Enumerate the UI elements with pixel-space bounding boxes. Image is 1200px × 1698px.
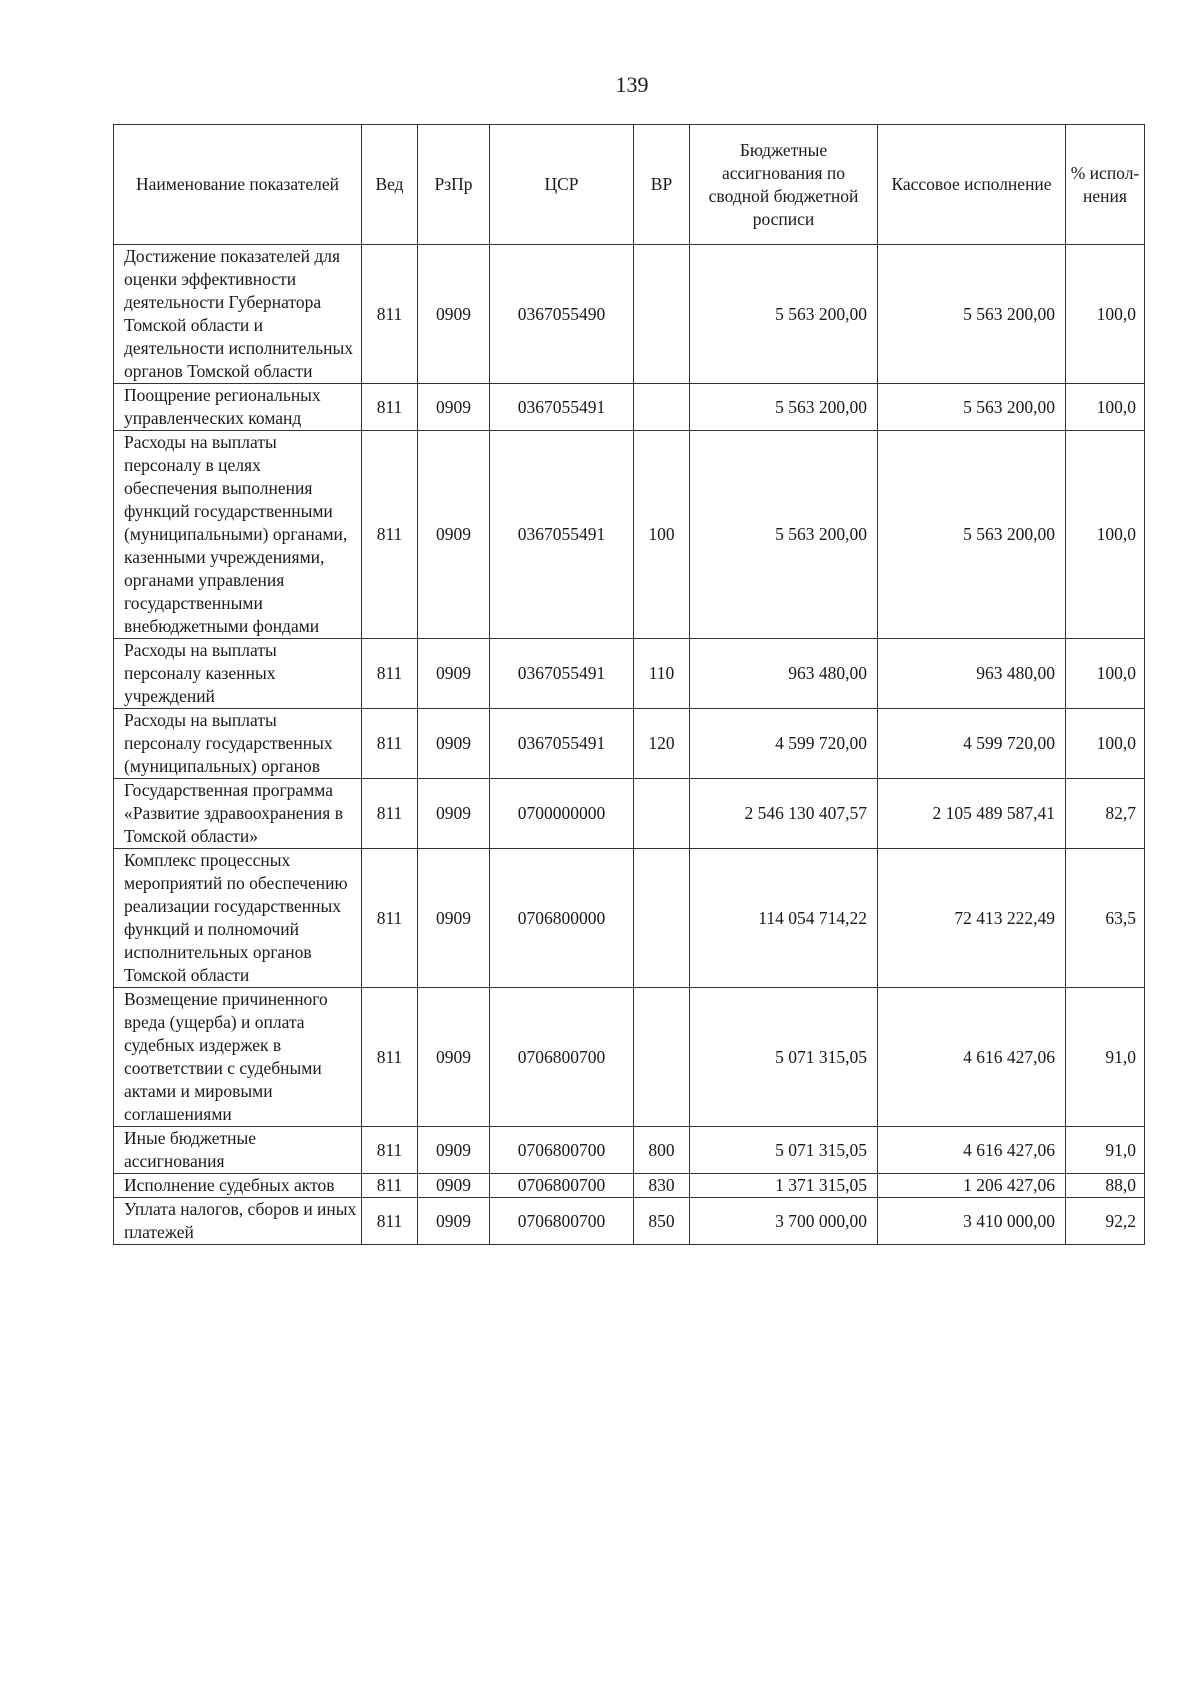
cell-percent: 63,5 xyxy=(1066,849,1145,988)
cell-csr: 0706800700 xyxy=(490,1174,634,1198)
page-number: 139 xyxy=(615,72,649,97)
cell-percent: 92,2 xyxy=(1066,1198,1145,1245)
cell-assigned: 5 563 200,00 xyxy=(690,245,878,384)
header-ved: Вед xyxy=(362,125,418,245)
header-rzpr: РзПр xyxy=(418,125,490,245)
table-row xyxy=(114,1127,1145,1174)
cell-executed: 4 616 427,06 xyxy=(878,1127,1066,1174)
cell-name: Комплекс процессных мероприятий по обеспечению реализации государственных функций и полномочий исполнительных органов Томской области xyxy=(114,849,362,988)
cell-name: Расходы на выплаты персоналу в целях обеспечения выполнения функций государственными (муниципальными) органами, казенными учреждениями, органами управления государственными внебюджетными фондами xyxy=(114,431,362,639)
cell-percent: 100,0 xyxy=(1066,384,1145,431)
cell-percent: 100,0 xyxy=(1066,431,1145,639)
table-row xyxy=(114,1198,1145,1245)
cell-csr: 0706800700 xyxy=(490,1127,634,1174)
cell-percent: 100,0 xyxy=(1066,245,1145,384)
cell-assigned: 5 563 200,00 xyxy=(690,384,878,431)
cell-rzpr: 0909 xyxy=(418,1174,490,1198)
cell-assigned: 5 071 315,05 xyxy=(690,988,878,1127)
cell-ved: 811 xyxy=(362,1174,418,1198)
header-csr: ЦСР xyxy=(490,125,634,245)
table-row xyxy=(114,779,1145,849)
cell-name: Иные бюджетные ассигнования xyxy=(114,1127,362,1174)
header-vr: ВР xyxy=(634,125,690,245)
cell-executed: 5 563 200,00 xyxy=(878,245,1066,384)
cell-assigned: 2 546 130 407,57 xyxy=(690,779,878,849)
cell-executed: 3 410 000,00 xyxy=(878,1198,1066,1245)
cell-name: Расходы на выплаты персоналу казенных учреждений xyxy=(114,639,362,709)
cell-rzpr: 0909 xyxy=(418,779,490,849)
cell-executed: 72 413 222,49 xyxy=(878,849,1066,988)
cell-assigned: 5 563 200,00 xyxy=(690,431,878,639)
cell-csr: 0367055491 xyxy=(490,709,634,779)
cell-name: Поощрение региональных управленческих команд xyxy=(114,384,362,431)
cell-vr: 110 xyxy=(634,639,690,709)
cell-csr: 0706800700 xyxy=(490,988,634,1127)
table-row xyxy=(114,431,1145,639)
cell-ved: 811 xyxy=(362,639,418,709)
cell-assigned: 114 054 714,22 xyxy=(690,849,878,988)
cell-vr: 100 xyxy=(634,431,690,639)
table-row xyxy=(114,988,1145,1127)
cell-csr: 0367055490 xyxy=(490,245,634,384)
cell-vr xyxy=(634,384,690,431)
table-row xyxy=(114,245,1145,384)
cell-rzpr: 0909 xyxy=(418,431,490,639)
cell-rzpr: 0909 xyxy=(418,849,490,988)
cell-percent: 91,0 xyxy=(1066,988,1145,1127)
cell-assigned: 5 071 315,05 xyxy=(690,1127,878,1174)
cell-rzpr: 0909 xyxy=(418,245,490,384)
cell-ved: 811 xyxy=(362,245,418,384)
cell-percent: 91,0 xyxy=(1066,1127,1145,1174)
cell-executed: 5 563 200,00 xyxy=(878,431,1066,639)
cell-rzpr: 0909 xyxy=(418,1127,490,1174)
cell-executed: 4 616 427,06 xyxy=(878,988,1066,1127)
cell-assigned: 3 700 000,00 xyxy=(690,1198,878,1245)
cell-vr: 800 xyxy=(634,1127,690,1174)
cell-assigned: 963 480,00 xyxy=(690,639,878,709)
header-executed: Кассовое исполнение xyxy=(878,125,1066,245)
budget-table xyxy=(113,124,1145,1245)
cell-ved: 811 xyxy=(362,709,418,779)
table-body xyxy=(114,245,1145,1245)
cell-assigned: 4 599 720,00 xyxy=(690,709,878,779)
cell-ved: 811 xyxy=(362,431,418,639)
table-row xyxy=(114,639,1145,709)
table-row xyxy=(114,1174,1145,1198)
cell-executed: 4 599 720,00 xyxy=(878,709,1066,779)
cell-vr: 120 xyxy=(634,709,690,779)
cell-vr xyxy=(634,779,690,849)
cell-csr: 0706800700 xyxy=(490,1198,634,1245)
cell-name: Государственная программа «Развитие здравоохранения в Томской области» xyxy=(114,779,362,849)
cell-rzpr: 0909 xyxy=(418,709,490,779)
cell-ved: 811 xyxy=(362,849,418,988)
header-assigned: Бюджетные ассигнования по сводной бюджетной росписи xyxy=(690,125,878,245)
cell-name: Уплата налогов, сборов и иных платежей xyxy=(114,1198,362,1245)
cell-name: Возмещение причиненного вреда (ущерба) и оплата судебных издержек в соответствии с судебными актами и мировыми соглашениями xyxy=(114,988,362,1127)
cell-percent: 88,0 xyxy=(1066,1174,1145,1198)
cell-csr: 0367055491 xyxy=(490,384,634,431)
cell-ved: 811 xyxy=(362,779,418,849)
table-row xyxy=(114,849,1145,988)
cell-rzpr: 0909 xyxy=(418,639,490,709)
cell-name: Исполнение судебных актов xyxy=(114,1174,362,1198)
cell-rzpr: 0909 xyxy=(418,988,490,1127)
cell-ved: 811 xyxy=(362,988,418,1127)
cell-vr xyxy=(634,245,690,384)
cell-executed: 1 206 427,06 xyxy=(878,1174,1066,1198)
cell-percent: 82,7 xyxy=(1066,779,1145,849)
cell-vr xyxy=(634,849,690,988)
cell-executed: 5 563 200,00 xyxy=(878,384,1066,431)
cell-csr: 0367055491 xyxy=(490,431,634,639)
table-row xyxy=(114,709,1145,779)
cell-vr: 830 xyxy=(634,1174,690,1198)
cell-csr: 0367055491 xyxy=(490,639,634,709)
header-percent: % испол-нения xyxy=(1066,125,1145,245)
cell-assigned: 1 371 315,05 xyxy=(690,1174,878,1198)
cell-executed: 2 105 489 587,41 xyxy=(878,779,1066,849)
cell-vr xyxy=(634,988,690,1127)
header-name: Наименование показателей xyxy=(114,125,362,245)
cell-percent: 100,0 xyxy=(1066,709,1145,779)
cell-name: Расходы на выплаты персоналу государственных (муниципальных) органов xyxy=(114,709,362,779)
cell-executed: 963 480,00 xyxy=(878,639,1066,709)
cell-rzpr: 0909 xyxy=(418,384,490,431)
cell-ved: 811 xyxy=(362,384,418,431)
cell-csr: 0706800000 xyxy=(490,849,634,988)
cell-ved: 811 xyxy=(362,1127,418,1174)
table-row xyxy=(114,384,1145,431)
table-header-row xyxy=(114,125,1145,245)
cell-rzpr: 0909 xyxy=(418,1198,490,1245)
cell-vr: 850 xyxy=(634,1198,690,1245)
cell-name: Достижение показателей для оценки эффективности деятельности Губернатора Томской области и деятельности исполнительных органов Томской области xyxy=(114,245,362,384)
cell-percent: 100,0 xyxy=(1066,639,1145,709)
cell-csr: 0700000000 xyxy=(490,779,634,849)
cell-ved: 811 xyxy=(362,1198,418,1245)
